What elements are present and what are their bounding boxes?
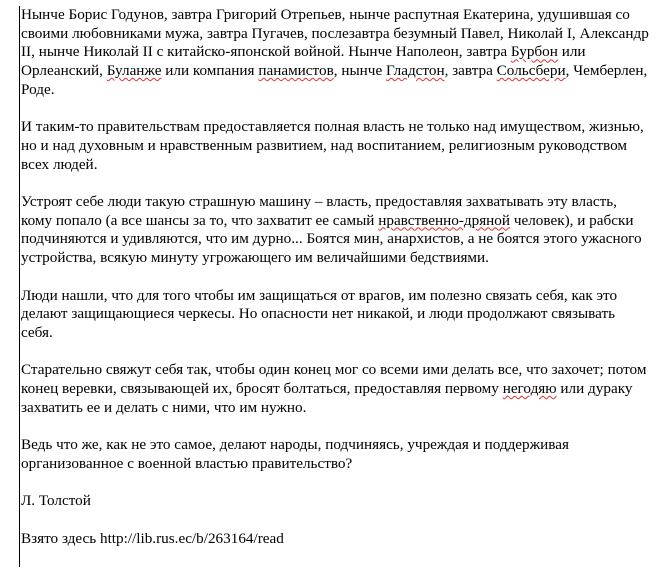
- text-run: Л. Толстой: [21, 492, 91, 510]
- paragraph: [21, 287, 649, 343]
- paragraph: [21, 193, 649, 268]
- misspelled-word: Бурбон: [510, 43, 558, 61]
- text-run: или дураку захватить ее и делать с ними, что им нужно.: [21, 380, 633, 416]
- misspelled-word: Сольсбери: [496, 62, 566, 80]
- text-run: Старательно свяжут себя так, чтобы один конец мог со всеми ими делать все, что захочет; потом конец веревки, связывающей их, бросят болтаться, предоставляя первому: [21, 361, 647, 397]
- text-run: И таким-то правительствам предоставляется полная власть не только над имуществом, жизнью, но и над духовным и нравственным развитием, над воспитанием, религиозным руководством всех людей.: [21, 118, 644, 173]
- paragraph: [21, 6, 649, 100]
- text-run: , нынче: [333, 62, 386, 80]
- paragraph: [21, 118, 649, 174]
- text-run: , завтра: [444, 62, 497, 80]
- text-run: Взято здесь http://lib.rus.ec/b/263164/read: [21, 529, 284, 547]
- paragraph: [21, 436, 649, 473]
- text-run: Устроят себе люди такую страшную машину – власть, предоставляя захватывать эту власть, кому попало (а все шансы за то, что захватит ее самый: [21, 193, 617, 229]
- misspelled-word: Буланже: [106, 62, 162, 80]
- misspelled-word: панамистов: [258, 62, 334, 80]
- text-run: Нынче Борис Годунов, завтра Григорий Отрепьев, нынче распутная Екатерина, удушившая со своими любовниками мужа, завтра Пугачев, послезавтра безумный Павел, Николай I, Александр II, нынче Николай II с китайско-японской войной. Нынче Наполеон, завтра: [21, 6, 649, 61]
- text-run: или компания: [161, 62, 259, 80]
- text-run: или Орлеанский,: [21, 43, 586, 80]
- text-run: , Чемберлен, Роде.: [21, 62, 648, 98]
- text-run: Люди нашли, что для того чтобы им защищаться от врагов, им полезно связать себя, как это делают защищающиеся черкесы. Но опасности нет никакой, и люди продолжают связывать себя.: [21, 286, 618, 341]
- misspelled-word: негодяю: [502, 380, 557, 397]
- paragraph: [21, 492, 649, 511]
- misspelled-word: нравственно-дряной: [378, 211, 511, 229]
- paragraph: [21, 361, 649, 417]
- paragraph: [21, 530, 649, 549]
- text-run: человек), и рабски подчиняются и удивляются, что им дурно... Боятся мин, анархистов, а не боятся этого ужасного устройства, всякую минуту угрожающего им величайшими бедствиями.: [21, 211, 642, 267]
- text-run: Ведь что же, как не это самое, делают народы, подчиняясь, учреждая и поддерживая организованное с военной властью правительство?: [21, 436, 569, 472]
- document-body[interactable]: [19, 6, 649, 567]
- misspelled-word: Гладстон: [385, 62, 445, 80]
